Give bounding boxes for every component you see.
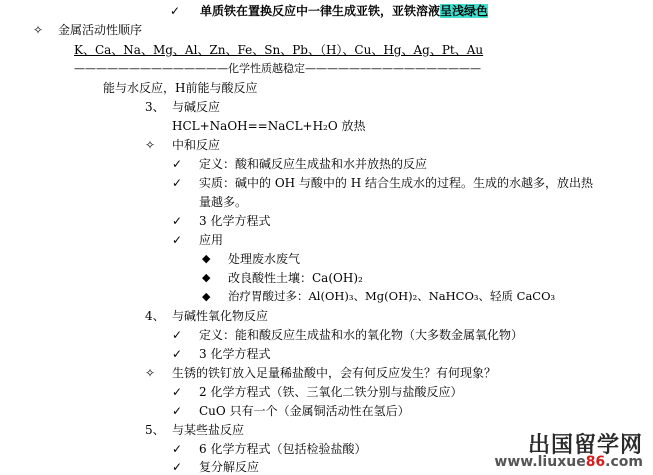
text-line: 定义：能和酸反应生成盐和水的氧化物（大多数金属氧化物） xyxy=(199,328,524,342)
check-icon: ✓ xyxy=(172,385,183,399)
diamond-outline-icon: ✧ xyxy=(33,23,44,37)
list-number: 5、 xyxy=(145,423,165,437)
text-line: 复分解反应 xyxy=(199,460,260,474)
highlighted-text: 呈浅绿色 xyxy=(440,4,489,18)
check-icon: ✓ xyxy=(172,214,183,228)
stability-line: ——————————————化学性质越稳定———————————————— xyxy=(74,62,481,75)
check-icon: ✓ xyxy=(172,460,183,474)
text-line: 实质：碱中的 OH 与酸中的 H 结合生成水的过程。生成的水越多，放出热 xyxy=(199,176,594,190)
subsection-title: 与碱性氧化物反应 xyxy=(172,309,269,323)
text-line: 3 化学方程式 xyxy=(199,214,271,228)
equation: HCL+NaOH==NaCL+H₂O 放热 xyxy=(172,119,366,133)
check-icon: ✓ xyxy=(170,4,181,18)
text-line: 6 化学方程式（包括检验盐酸） xyxy=(199,442,367,456)
activity-series: K、Ca、Na、Mg、Al、Zn、Fe、Sn、Pb、（H）、Cu、Hg、Ag、Pt、Au xyxy=(74,43,484,57)
list-number: 4、 xyxy=(145,309,165,323)
heading-line xyxy=(200,5,488,17)
check-icon: ✓ xyxy=(172,176,183,190)
watermark-url xyxy=(494,455,643,469)
text-line: 生锈的铁钉放入足量稀盐酸中，会有何反应发生？有何现象？ xyxy=(172,366,497,380)
watermark-url-num: 86 xyxy=(585,454,606,470)
diamond-filled-icon: ◆ xyxy=(202,290,211,303)
check-icon: ✓ xyxy=(172,328,183,342)
watermark xyxy=(494,435,643,469)
list-item: 治疗胃酸过多：Al(OH)₃、Mg(OH)₂、NaHCO₃、轻质 CaCO₃ xyxy=(228,289,556,303)
text-line: 应用 xyxy=(199,233,224,247)
watermark-title: 出国留学网 xyxy=(527,433,643,458)
list-item: 处理废水废气 xyxy=(228,252,301,266)
text-line: CuO 只有一个（金属铜活动性在氢后） xyxy=(199,404,410,418)
list-number: 3、 xyxy=(145,100,165,114)
watermark-url-pre: www.liuxue xyxy=(494,454,586,470)
section-title: 金属活动性顺序 xyxy=(58,23,143,37)
subsection-title: 与碱反应 xyxy=(172,100,221,114)
text-line: 量越多。 xyxy=(199,195,248,209)
diamond-filled-icon: ◆ xyxy=(202,271,211,284)
subsection-title: 中和反应 xyxy=(172,138,221,152)
text-line: 3 化学方程式 xyxy=(199,347,271,361)
text-line: 能与水反应，H前能与酸反应 xyxy=(103,81,258,95)
check-icon: ✓ xyxy=(172,442,183,456)
diamond-outline-icon: ✧ xyxy=(145,138,156,152)
list-item: 改良酸性土壤：Ca(OH)₂ xyxy=(228,271,363,285)
check-icon: ✓ xyxy=(172,347,183,361)
watermark-url-post: .com xyxy=(605,454,643,470)
check-icon: ✓ xyxy=(172,157,183,171)
diamond-filled-icon: ◆ xyxy=(202,252,211,265)
text-line: 2 化学方程式（铁、三氧化二铁分别与盐酸反应） xyxy=(199,385,463,399)
subsection-title: 与某些盐反应 xyxy=(172,423,245,437)
check-icon: ✓ xyxy=(172,404,183,418)
heading-text: 单质铁在置换反应中一律生成亚铁，亚铁溶液 xyxy=(200,4,441,18)
check-icon: ✓ xyxy=(172,233,183,247)
text-line: 定义：酸和碱反应生成盐和水并放热的反应 xyxy=(199,157,428,171)
diamond-outline-icon: ✧ xyxy=(145,366,156,380)
